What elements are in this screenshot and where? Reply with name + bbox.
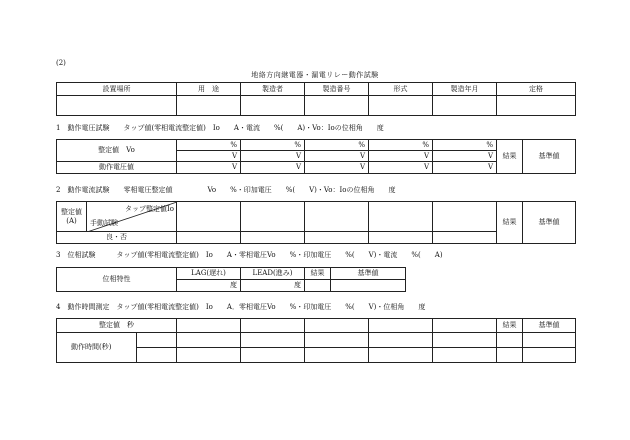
test1-heading: 1 動作電圧試験 タップ値(零相電流整定値) Io A・電流 %( A)・Vo：Ioの位相角 度 [56,124,384,132]
test4-time-cell[interactable] [241,348,305,363]
test2-cell[interactable] [369,202,433,232]
test4-time-label: 動作時間(秒) [57,333,137,363]
test2-setting-unit: (A) [66,216,77,225]
test4-setting-cell[interactable] [177,319,241,333]
test1-volt[interactable]: V [369,151,433,162]
test2-pass-cell[interactable] [369,232,433,244]
test4-table [56,318,576,363]
test4-result-cell[interactable] [497,348,523,363]
test2-pass-cell[interactable] [305,232,369,244]
test1-operate-label: 動作電圧値 [57,162,177,174]
test2-table [56,201,576,244]
test4-result-cell[interactable] [497,333,523,348]
test2-setting-text: 整定値 [61,207,82,216]
manufacturer-field[interactable] [241,96,305,116]
test2-pass-label: 良・否 [57,232,177,244]
test4-setting-cell[interactable] [433,319,497,333]
test2-cell[interactable] [177,202,241,232]
test3-lead-value[interactable]: 度 [241,280,305,292]
test1-pct[interactable]: % [177,140,241,151]
test1-setting-label: 整定値 Vo [57,140,177,162]
test4-setting-cell[interactable] [241,319,305,333]
test4-time-cell[interactable] [137,333,177,348]
test4-time-cell[interactable] [369,348,433,363]
test4-standard-cell[interactable] [523,348,576,363]
test4-time-cell[interactable] [305,333,369,348]
test2-result-label: 結果 [497,202,523,244]
test4-result-label: 結果 [497,319,523,333]
rating-field[interactable] [497,96,576,116]
test3-standard-label: 基準値 [331,268,406,280]
test1-volt[interactable]: V [305,151,369,162]
col-manufacture-date: 製造年月 [433,83,497,96]
test1-table [56,139,576,174]
test4-time-cell[interactable] [177,348,241,363]
test4-time-cell[interactable] [137,348,177,363]
test2-heading: 2 動作電流試験 零相電圧整定値 Vo %・印加電圧 %( V)・Vo：Ioの位相角 度 [56,186,396,194]
test4-setting-label: 整定値 秒 [57,319,177,333]
test1-volt[interactable]: V [433,162,497,174]
test1-volt[interactable]: V [305,162,369,174]
test2-diagonal-header [87,202,177,232]
test4-standard-label: 基準値 [523,319,576,333]
test1-volt[interactable]: V [177,162,241,174]
test2-cell[interactable] [241,202,305,232]
test1-volt[interactable]: V [241,162,305,174]
col-rating: 定格 [497,83,576,96]
col-serial-number: 製造番号 [305,83,369,96]
test4-setting-cell[interactable] [305,319,369,333]
col-manufacturer: 製造者 [241,83,305,96]
col-usage: 用 途 [177,83,241,96]
test4-standard-cell[interactable] [523,333,576,348]
col-model: 形式 [369,83,433,96]
test4-time-cell[interactable] [177,333,241,348]
test4-time-cell[interactable] [433,333,497,348]
section-number: (2) [56,59,66,67]
equipment-info-table [56,82,576,116]
test3-lag-value[interactable]: 度 [177,280,241,292]
test3-standard-value[interactable] [331,280,406,292]
test2-tap-label: タップ整定値Io [125,205,174,213]
test2-pass-cell[interactable] [433,232,497,244]
test1-pct[interactable]: % [433,140,497,151]
test2-pass-cell[interactable] [177,232,241,244]
usage-field[interactable] [177,96,241,116]
test1-pct[interactable]: % [241,140,305,151]
test1-pct[interactable]: % [369,140,433,151]
test4-time-cell[interactable] [305,348,369,363]
test3-row-label: 位相特性 [57,268,177,292]
test1-volt[interactable]: V [177,151,241,162]
test4-heading: 4 動作時間測定 タップ値(零相電流整定値) Io A．零相電圧Vo %・印加電圧 %( V)・位相角 度 [56,303,426,311]
test3-heading: 3 位相試験 タップ値(零相電流整定値) Io A・零相電圧Vo %・印加電圧 %( V)・電流 %( A) [56,251,443,259]
test2-pass-cell[interactable] [241,232,305,244]
test4-time-cell[interactable] [241,333,305,348]
model-field[interactable] [369,96,433,116]
test4-time-cell[interactable] [369,333,433,348]
test3-table [56,267,406,292]
test1-volt[interactable]: V [241,151,305,162]
test3-lead-label: LEAD(進み) [241,268,305,280]
serial-number-field[interactable] [305,96,369,116]
test1-standard-label: 基準値 [523,140,576,174]
col-installation-place: 設置場所 [57,83,177,96]
test2-cell[interactable] [305,202,369,232]
installation-place-field[interactable] [57,96,177,116]
manufacture-date-field[interactable] [433,96,497,116]
test4-time-cell[interactable] [433,348,497,363]
test2-manual-label: 手動試験 [90,219,118,227]
test4-setting-cell[interactable] [369,319,433,333]
test3-result-label: 結果 [305,268,331,280]
test1-result-label: 結果 [497,140,523,174]
test1-volt[interactable]: V [369,162,433,174]
test3-result-value[interactable] [305,280,331,292]
test1-volt[interactable]: V [433,151,497,162]
test1-pct[interactable]: % [305,140,369,151]
test3-lag-label: LAG(遅れ) [177,268,241,280]
test2-standard-label: 基準値 [523,202,576,244]
document-title: 地絡方向継電器・漏電リレー動作試験 [251,71,379,79]
test2-setting-label [57,202,87,232]
test2-cell[interactable] [433,202,497,232]
